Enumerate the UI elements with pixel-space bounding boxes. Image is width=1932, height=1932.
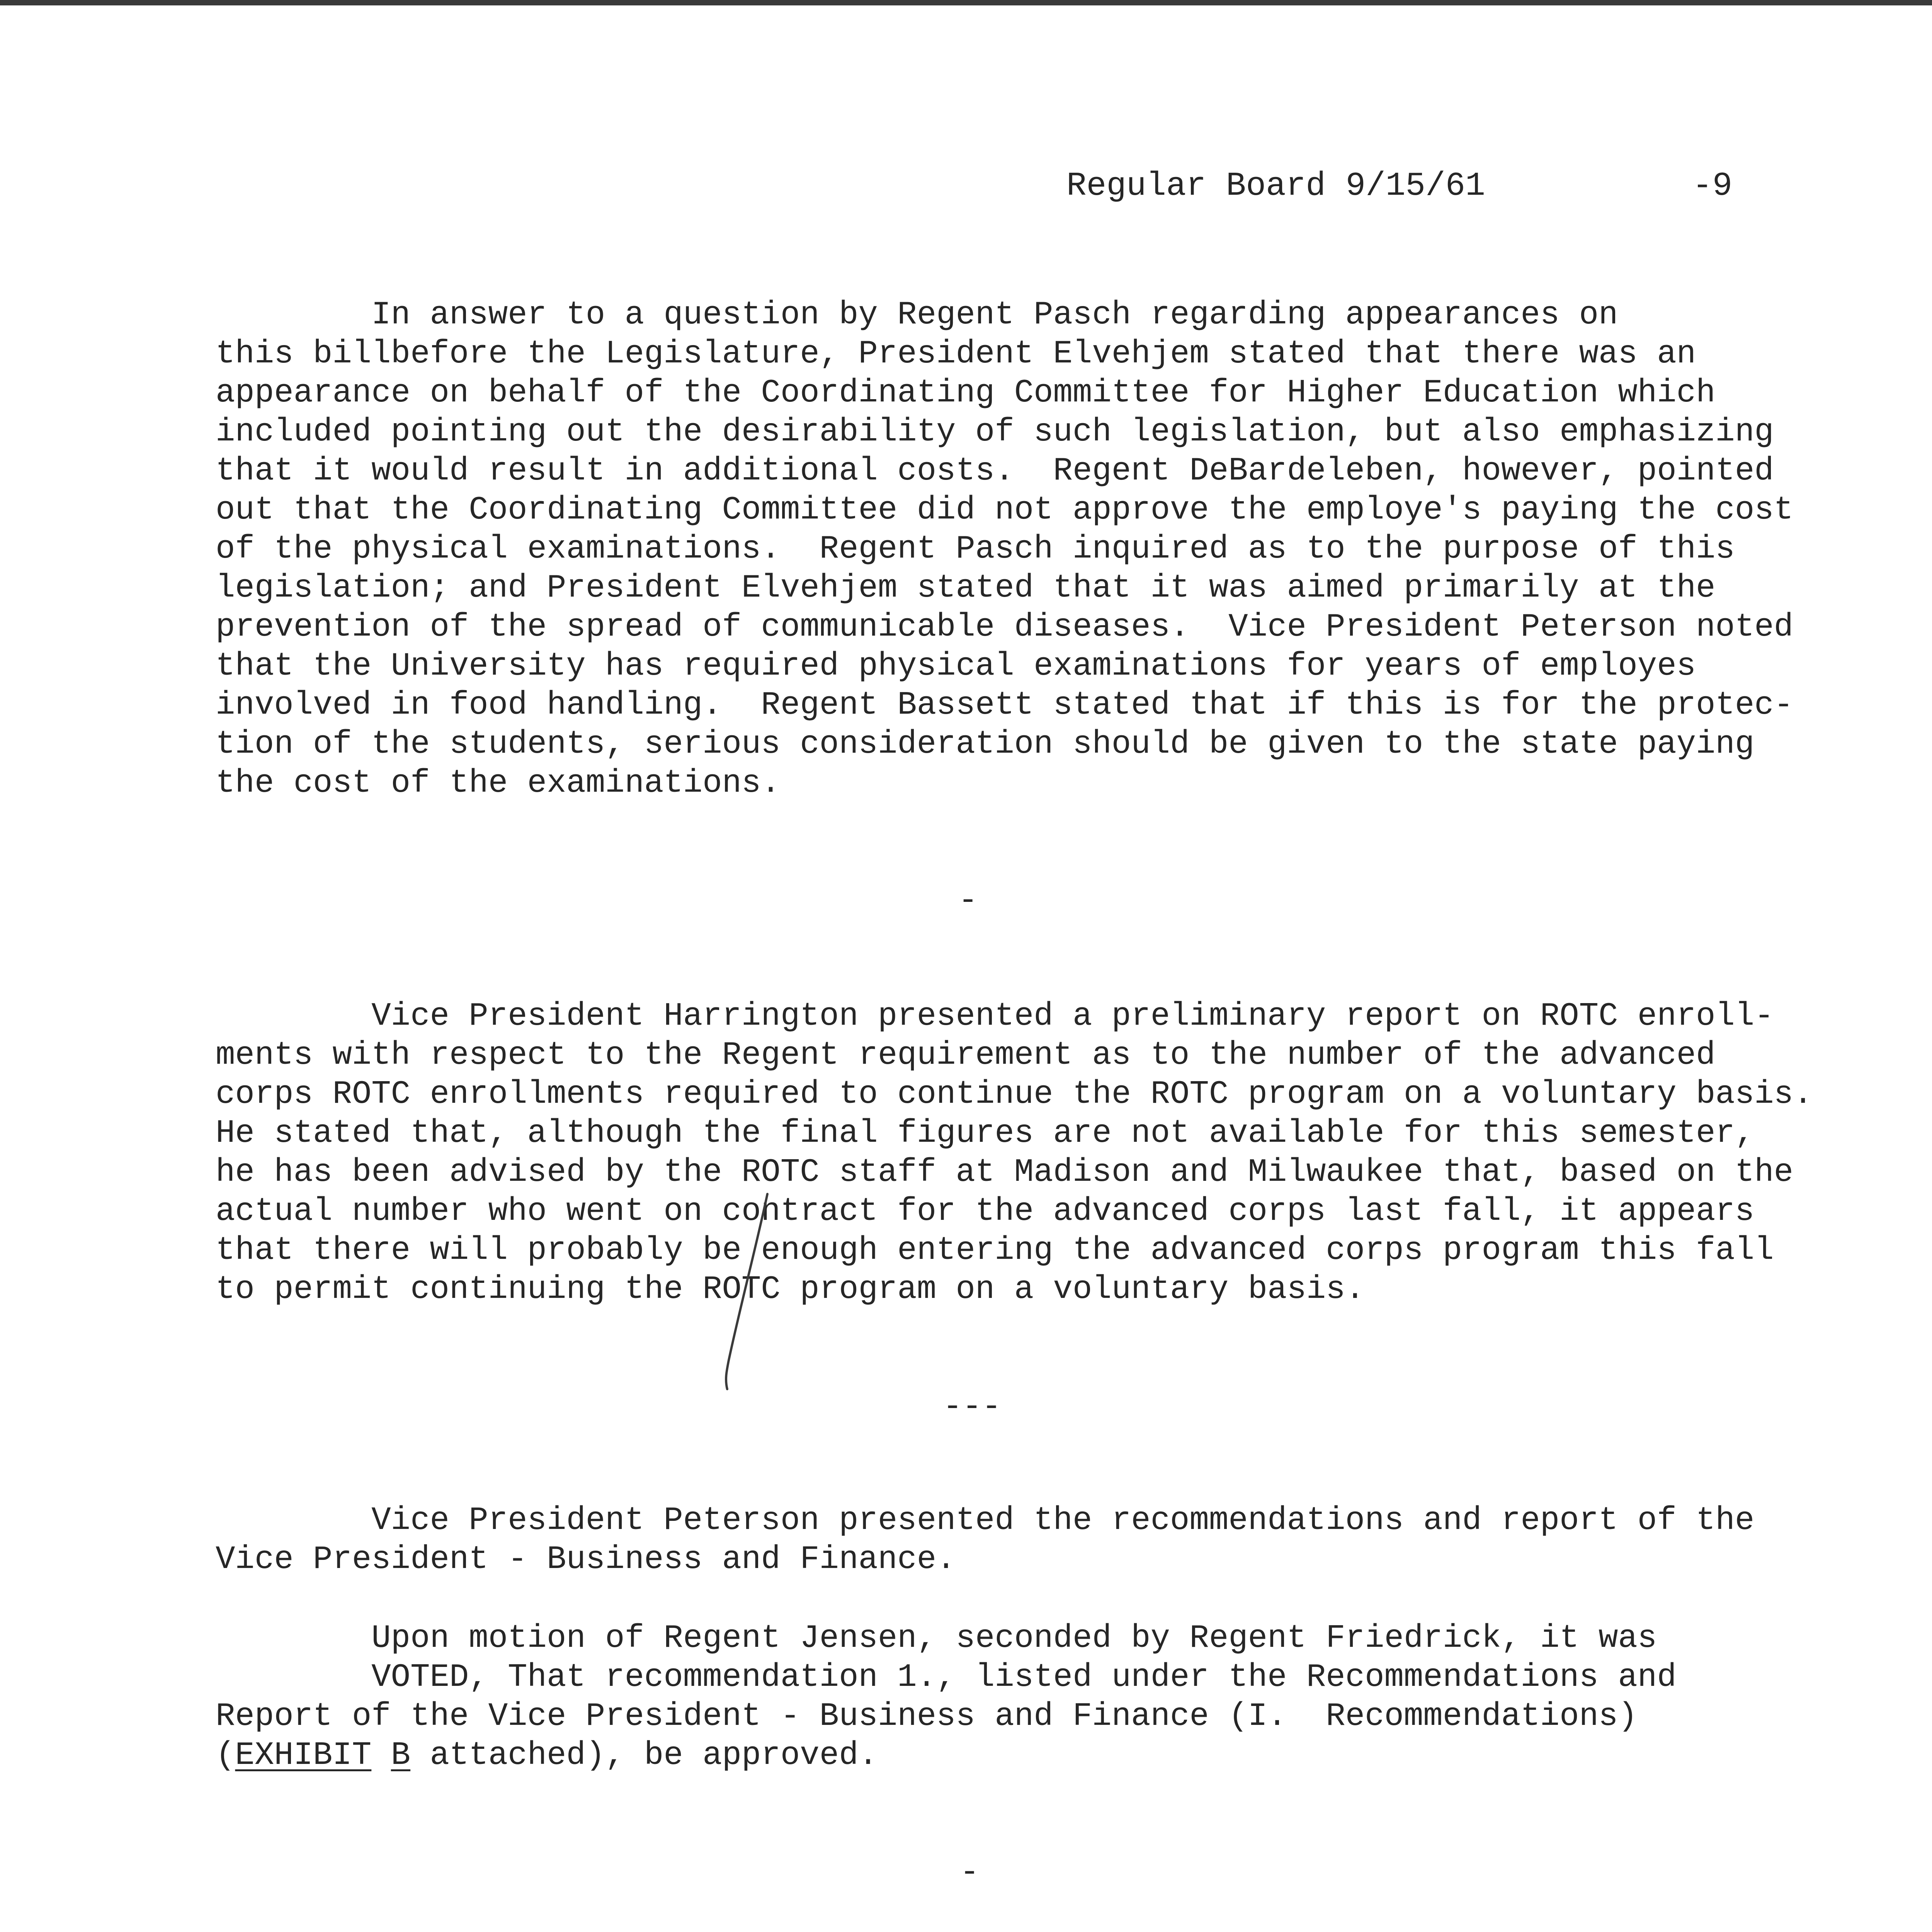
text-line: included pointing out the desirability of such legislation, but also emphasizing (216, 414, 1774, 451)
exhibit-label: EXHIBIT (235, 1737, 372, 1774)
text-line: he has been advised by the ROTC staff at Madison and Milwaukee that, based on the (216, 1154, 1794, 1191)
text-line: to permit continuing the ROTC program on a voluntary basis. (216, 1271, 1365, 1308)
paragraph-rotc (216, 997, 1813, 1309)
text-line: Vice President Harrington presented a preliminary report on ROTC enroll- (216, 998, 1774, 1035)
text-line: prevention of the spread of communicable diseases. Vice President Peterson noted (216, 609, 1794, 646)
text-line: the cost of the examinations. (216, 765, 781, 802)
text-line: Vice President Peterson presented the recommendations and report of the (216, 1502, 1755, 1539)
exhibit-line (216, 1736, 1677, 1775)
pencil-stroke-mark (709, 1190, 783, 1391)
section-separator: - (958, 883, 978, 919)
text-line: involved in food handling. Regent Bassett stated that if this is for the protec- (216, 687, 1794, 724)
text-line: Vice President - Business and Finance. (216, 1541, 956, 1578)
paren-open: ( (216, 1737, 235, 1774)
paragraph-legislation (216, 296, 1793, 803)
text-line: Report of the Vice President - Business and Finance (I. Recommendations) (216, 1698, 1638, 1735)
text-line: ments with respect to the Regent requirement as to the number of the advanced (216, 1037, 1716, 1074)
exhibit-rest: attached), be approved. (410, 1737, 878, 1774)
page-header-title: Regular Board 9/15/61 (1066, 167, 1485, 205)
section-separator: - (960, 1854, 980, 1891)
text-line: out that the Coordinating Committee did not approve the employe's paying the cost (216, 492, 1794, 529)
text-line: He stated that, although the final figures are not available for this semester, (216, 1115, 1755, 1152)
paragraph-motion-jensen (216, 1619, 1677, 1775)
text-line: of the physical examinations. Regent Pasch inquired as to the purpose of this (216, 531, 1735, 568)
paragraph-peterson-report (216, 1501, 1754, 1579)
text-line: that it would result in additional costs. Regent DeBardeleben, however, pointed (216, 453, 1774, 490)
text-line: legislation; and President Elvehjem stated that it was aimed primarily at the (216, 570, 1716, 607)
text-line: this billbefore the Legislature, President Elvehjem stated that there was an (216, 336, 1696, 372)
text-line: actual number who went on contract for the advanced corps last fall, it appears (216, 1193, 1755, 1230)
text-line: corps ROTC enrollments required to continue the ROTC program on a voluntary basis. (216, 1076, 1813, 1113)
section-separator: --- (943, 1389, 1002, 1425)
scan-edge-top (0, 0, 1932, 5)
text-line: that there will probably be enough entering the advanced corps program this fall (216, 1232, 1774, 1269)
exhibit-letter: B (391, 1737, 411, 1774)
text-line: appearance on behalf of the Coordinating Committee for Higher Education which (216, 375, 1716, 412)
page-header-number: -9 (1692, 167, 1733, 205)
text-line: tion of the students, serious consideration should be given to the state paying (216, 726, 1755, 763)
text-line: that the University has required physical examinations for years of employes (216, 648, 1696, 685)
text-line: In answer to a question by Regent Pasch regarding appearances on (216, 297, 1618, 333)
text-line: Upon motion of Regent Jensen, seconded by Regent Friedrick, it was (216, 1620, 1657, 1657)
text-line: VOTED, That recommendation 1., listed under the Recommendations and (216, 1659, 1677, 1696)
